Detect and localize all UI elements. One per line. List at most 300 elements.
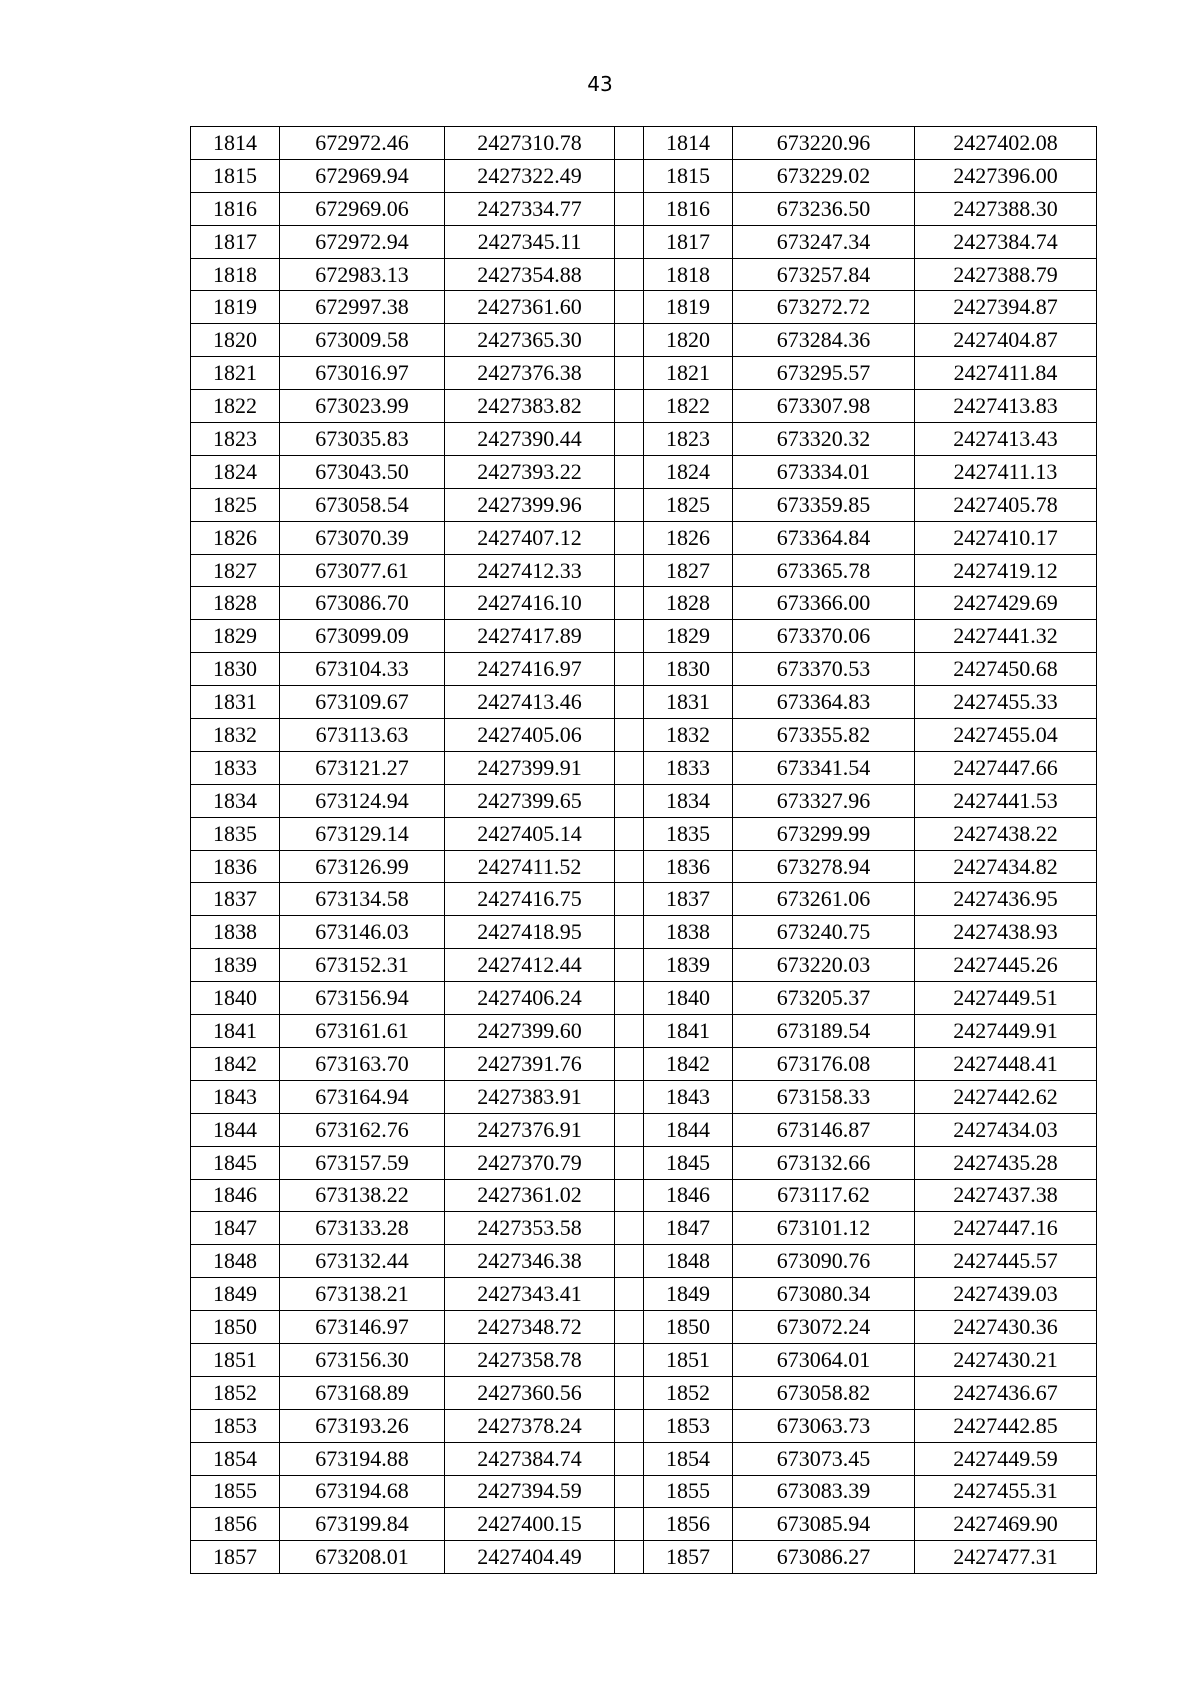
separator-cell <box>615 883 644 916</box>
y-coordinate-left: 2427370.79 <box>445 1146 615 1179</box>
y-coordinate-right: 2427430.21 <box>915 1343 1097 1376</box>
x-coordinate-left: 673156.94 <box>280 982 445 1015</box>
y-coordinate-right: 2427447.66 <box>915 751 1097 784</box>
y-coordinate-right: 2427438.22 <box>915 817 1097 850</box>
x-coordinate-right: 673073.45 <box>733 1442 915 1475</box>
point-id-right: 1831 <box>644 686 733 719</box>
table-row <box>191 1015 1097 1048</box>
y-coordinate-right: 2427396.00 <box>915 159 1097 192</box>
separator-cell <box>615 554 644 587</box>
x-coordinate-right: 673370.53 <box>733 653 915 686</box>
y-coordinate-left: 2427361.02 <box>445 1179 615 1212</box>
separator-cell <box>615 719 644 752</box>
point-id-right: 1846 <box>644 1179 733 1212</box>
y-coordinate-left: 2427383.91 <box>445 1080 615 1113</box>
x-coordinate-right: 673205.37 <box>733 982 915 1015</box>
x-coordinate-left: 673086.70 <box>280 587 445 620</box>
point-id-right: 1827 <box>644 554 733 587</box>
x-coordinate-left: 673058.54 <box>280 488 445 521</box>
x-coordinate-left: 672972.46 <box>280 127 445 160</box>
x-coordinate-right: 673080.34 <box>733 1278 915 1311</box>
x-coordinate-left: 673199.84 <box>280 1508 445 1541</box>
separator-cell <box>615 1475 644 1508</box>
point-id-left: 1840 <box>191 982 280 1015</box>
y-coordinate-left: 2427360.56 <box>445 1376 615 1409</box>
coordinates-table <box>190 126 1097 1574</box>
separator-cell <box>615 159 644 192</box>
table-row <box>191 521 1097 554</box>
point-id-left: 1853 <box>191 1409 280 1442</box>
x-coordinate-right: 673364.84 <box>733 521 915 554</box>
y-coordinate-left: 2427412.44 <box>445 949 615 982</box>
x-coordinate-right: 673063.73 <box>733 1409 915 1442</box>
table-row <box>191 390 1097 423</box>
y-coordinate-right: 2427455.04 <box>915 719 1097 752</box>
point-id-right: 1857 <box>644 1541 733 1574</box>
y-coordinate-right: 2427436.67 <box>915 1376 1097 1409</box>
point-id-left: 1825 <box>191 488 280 521</box>
table-row <box>191 719 1097 752</box>
y-coordinate-left: 2427416.10 <box>445 587 615 620</box>
point-id-right: 1838 <box>644 916 733 949</box>
x-coordinate-right: 673327.96 <box>733 784 915 817</box>
point-id-left: 1845 <box>191 1146 280 1179</box>
point-id-left: 1844 <box>191 1113 280 1146</box>
x-coordinate-right: 673320.32 <box>733 423 915 456</box>
table-row <box>191 192 1097 225</box>
y-coordinate-right: 2427384.74 <box>915 225 1097 258</box>
y-coordinate-left: 2427416.75 <box>445 883 615 916</box>
separator-cell <box>615 1508 644 1541</box>
separator-cell <box>615 587 644 620</box>
x-coordinate-left: 673152.31 <box>280 949 445 982</box>
point-id-left: 1856 <box>191 1508 280 1541</box>
y-coordinate-right: 2427455.33 <box>915 686 1097 719</box>
x-coordinate-right: 673086.27 <box>733 1541 915 1574</box>
y-coordinate-left: 2427365.30 <box>445 324 615 357</box>
separator-cell <box>615 850 644 883</box>
x-coordinate-left: 673161.61 <box>280 1015 445 1048</box>
table-row <box>191 1212 1097 1245</box>
point-id-right: 1842 <box>644 1047 733 1080</box>
separator-cell <box>615 1376 644 1409</box>
x-coordinate-right: 673101.12 <box>733 1212 915 1245</box>
point-id-left: 1832 <box>191 719 280 752</box>
point-id-right: 1816 <box>644 192 733 225</box>
y-coordinate-right: 2427419.12 <box>915 554 1097 587</box>
x-coordinate-left: 673208.01 <box>280 1541 445 1574</box>
table-row <box>191 291 1097 324</box>
point-id-right: 1824 <box>644 455 733 488</box>
x-coordinate-right: 673117.62 <box>733 1179 915 1212</box>
y-coordinate-left: 2427399.65 <box>445 784 615 817</box>
point-id-left: 1837 <box>191 883 280 916</box>
x-coordinate-right: 673146.87 <box>733 1113 915 1146</box>
point-id-right: 1851 <box>644 1343 733 1376</box>
separator-cell <box>615 653 644 686</box>
y-coordinate-left: 2427310.78 <box>445 127 615 160</box>
separator-cell <box>615 1311 644 1344</box>
y-coordinate-right: 2427410.17 <box>915 521 1097 554</box>
x-coordinate-right: 673278.94 <box>733 850 915 883</box>
table-row <box>191 784 1097 817</box>
y-coordinate-right: 2427411.13 <box>915 455 1097 488</box>
separator-cell <box>615 1212 644 1245</box>
point-id-right: 1848 <box>644 1245 733 1278</box>
point-id-right: 1819 <box>644 291 733 324</box>
table-row <box>191 225 1097 258</box>
point-id-right: 1856 <box>644 1508 733 1541</box>
point-id-left: 1839 <box>191 949 280 982</box>
table-row <box>191 324 1097 357</box>
x-coordinate-left: 672972.94 <box>280 225 445 258</box>
x-coordinate-right: 673083.39 <box>733 1475 915 1508</box>
x-coordinate-left: 672997.38 <box>280 291 445 324</box>
point-id-right: 1814 <box>644 127 733 160</box>
point-id-left: 1833 <box>191 751 280 784</box>
table-row <box>191 127 1097 160</box>
y-coordinate-right: 2427434.03 <box>915 1113 1097 1146</box>
point-id-left: 1824 <box>191 455 280 488</box>
x-coordinate-right: 673272.72 <box>733 291 915 324</box>
separator-cell <box>615 1442 644 1475</box>
separator-cell <box>615 751 644 784</box>
separator-cell <box>615 1047 644 1080</box>
x-coordinate-left: 673113.63 <box>280 719 445 752</box>
point-id-left: 1857 <box>191 1541 280 1574</box>
y-coordinate-left: 2427405.06 <box>445 719 615 752</box>
x-coordinate-right: 673365.78 <box>733 554 915 587</box>
point-id-right: 1834 <box>644 784 733 817</box>
separator-cell <box>615 192 644 225</box>
y-coordinate-right: 2427449.59 <box>915 1442 1097 1475</box>
table-row <box>191 751 1097 784</box>
point-id-right: 1837 <box>644 883 733 916</box>
y-coordinate-right: 2427450.68 <box>915 653 1097 686</box>
y-coordinate-left: 2427346.38 <box>445 1245 615 1278</box>
y-coordinate-left: 2427407.12 <box>445 521 615 554</box>
table-row <box>191 1245 1097 1278</box>
separator-cell <box>615 1080 644 1113</box>
separator-cell <box>615 127 644 160</box>
separator-cell <box>615 488 644 521</box>
x-coordinate-left: 673132.44 <box>280 1245 445 1278</box>
point-id-right: 1825 <box>644 488 733 521</box>
table-row <box>191 883 1097 916</box>
table-row <box>191 620 1097 653</box>
table-row <box>191 916 1097 949</box>
y-coordinate-left: 2427399.96 <box>445 488 615 521</box>
point-id-right: 1835 <box>644 817 733 850</box>
x-coordinate-right: 673364.83 <box>733 686 915 719</box>
point-id-right: 1841 <box>644 1015 733 1048</box>
separator-cell <box>615 784 644 817</box>
separator-cell <box>615 1343 644 1376</box>
separator-cell <box>615 1541 644 1574</box>
point-id-left: 1851 <box>191 1343 280 1376</box>
point-id-right: 1836 <box>644 850 733 883</box>
page-number: 43 <box>587 72 613 96</box>
x-coordinate-left: 673138.21 <box>280 1278 445 1311</box>
point-id-right: 1839 <box>644 949 733 982</box>
y-coordinate-left: 2427376.38 <box>445 357 615 390</box>
point-id-right: 1850 <box>644 1311 733 1344</box>
x-coordinate-left: 673156.30 <box>280 1343 445 1376</box>
separator-cell <box>615 357 644 390</box>
x-coordinate-left: 673035.83 <box>280 423 445 456</box>
x-coordinate-left: 673157.59 <box>280 1146 445 1179</box>
point-id-right: 1855 <box>644 1475 733 1508</box>
point-id-left: 1846 <box>191 1179 280 1212</box>
x-coordinate-right: 673295.57 <box>733 357 915 390</box>
x-coordinate-left: 673194.68 <box>280 1475 445 1508</box>
x-coordinate-left: 672983.13 <box>280 258 445 291</box>
separator-cell <box>615 225 644 258</box>
table-row <box>191 1080 1097 1113</box>
point-id-left: 1854 <box>191 1442 280 1475</box>
x-coordinate-right: 673334.01 <box>733 455 915 488</box>
table-row <box>191 1508 1097 1541</box>
table-row <box>191 850 1097 883</box>
y-coordinate-left: 2427416.97 <box>445 653 615 686</box>
x-coordinate-right: 673261.06 <box>733 883 915 916</box>
point-id-left: 1823 <box>191 423 280 456</box>
y-coordinate-left: 2427383.82 <box>445 390 615 423</box>
x-coordinate-right: 673229.02 <box>733 159 915 192</box>
x-coordinate-left: 673146.97 <box>280 1311 445 1344</box>
x-coordinate-right: 673220.96 <box>733 127 915 160</box>
point-id-right: 1852 <box>644 1376 733 1409</box>
x-coordinate-right: 673064.01 <box>733 1343 915 1376</box>
separator-cell <box>615 916 644 949</box>
point-id-left: 1848 <box>191 1245 280 1278</box>
x-coordinate-right: 673247.34 <box>733 225 915 258</box>
point-id-right: 1823 <box>644 423 733 456</box>
point-id-left: 1826 <box>191 521 280 554</box>
y-coordinate-left: 2427391.76 <box>445 1047 615 1080</box>
point-id-left: 1842 <box>191 1047 280 1080</box>
y-coordinate-left: 2427361.60 <box>445 291 615 324</box>
table-row <box>191 1179 1097 1212</box>
y-coordinate-left: 2427393.22 <box>445 455 615 488</box>
table-row <box>191 1113 1097 1146</box>
y-coordinate-left: 2427418.95 <box>445 916 615 949</box>
x-coordinate-left: 672969.94 <box>280 159 445 192</box>
y-coordinate-right: 2427413.43 <box>915 423 1097 456</box>
x-coordinate-right: 673359.85 <box>733 488 915 521</box>
y-coordinate-right: 2427439.03 <box>915 1278 1097 1311</box>
x-coordinate-left: 673134.58 <box>280 883 445 916</box>
x-coordinate-left: 673104.33 <box>280 653 445 686</box>
point-id-left: 1819 <box>191 291 280 324</box>
point-id-left: 1818 <box>191 258 280 291</box>
y-coordinate-right: 2427413.83 <box>915 390 1097 423</box>
x-coordinate-right: 673299.99 <box>733 817 915 850</box>
y-coordinate-left: 2427378.24 <box>445 1409 615 1442</box>
y-coordinate-right: 2427394.87 <box>915 291 1097 324</box>
y-coordinate-left: 2427343.41 <box>445 1278 615 1311</box>
point-id-right: 1840 <box>644 982 733 1015</box>
point-id-right: 1849 <box>644 1278 733 1311</box>
point-id-left: 1838 <box>191 916 280 949</box>
x-coordinate-left: 673146.03 <box>280 916 445 949</box>
x-coordinate-left: 673016.97 <box>280 357 445 390</box>
table-row <box>191 1343 1097 1376</box>
point-id-left: 1831 <box>191 686 280 719</box>
point-id-right: 1817 <box>644 225 733 258</box>
y-coordinate-right: 2427388.30 <box>915 192 1097 225</box>
separator-cell <box>615 1409 644 1442</box>
point-id-left: 1822 <box>191 390 280 423</box>
point-id-right: 1815 <box>644 159 733 192</box>
x-coordinate-left: 673043.50 <box>280 455 445 488</box>
y-coordinate-left: 2427384.74 <box>445 1442 615 1475</box>
table-row <box>191 455 1097 488</box>
x-coordinate-left: 673138.22 <box>280 1179 445 1212</box>
y-coordinate-right: 2427449.91 <box>915 1015 1097 1048</box>
y-coordinate-right: 2427445.26 <box>915 949 1097 982</box>
point-id-right: 1833 <box>644 751 733 784</box>
x-coordinate-left: 673194.88 <box>280 1442 445 1475</box>
x-coordinate-right: 673058.82 <box>733 1376 915 1409</box>
table-row <box>191 686 1097 719</box>
point-id-left: 1852 <box>191 1376 280 1409</box>
table-row <box>191 159 1097 192</box>
table-row <box>191 1409 1097 1442</box>
point-id-left: 1855 <box>191 1475 280 1508</box>
y-coordinate-right: 2427430.36 <box>915 1311 1097 1344</box>
y-coordinate-left: 2427353.58 <box>445 1212 615 1245</box>
point-id-left: 1843 <box>191 1080 280 1113</box>
y-coordinate-left: 2427399.60 <box>445 1015 615 1048</box>
point-id-left: 1830 <box>191 653 280 686</box>
table-row <box>191 1442 1097 1475</box>
point-id-left: 1841 <box>191 1015 280 1048</box>
point-id-right: 1821 <box>644 357 733 390</box>
point-id-right: 1820 <box>644 324 733 357</box>
y-coordinate-left: 2427358.78 <box>445 1343 615 1376</box>
x-coordinate-right: 673341.54 <box>733 751 915 784</box>
table-row <box>191 817 1097 850</box>
point-id-right: 1832 <box>644 719 733 752</box>
y-coordinate-right: 2427434.82 <box>915 850 1097 883</box>
point-id-right: 1818 <box>644 258 733 291</box>
x-coordinate-right: 673158.33 <box>733 1080 915 1113</box>
y-coordinate-right: 2427405.78 <box>915 488 1097 521</box>
y-coordinate-left: 2427412.33 <box>445 554 615 587</box>
x-coordinate-left: 673162.76 <box>280 1113 445 1146</box>
x-coordinate-right: 673189.54 <box>733 1015 915 1048</box>
y-coordinate-left: 2427406.24 <box>445 982 615 1015</box>
y-coordinate-left: 2427405.14 <box>445 817 615 850</box>
table-row <box>191 1311 1097 1344</box>
y-coordinate-right: 2427429.69 <box>915 587 1097 620</box>
x-coordinate-right: 673176.08 <box>733 1047 915 1080</box>
table-row <box>191 357 1097 390</box>
separator-cell <box>615 1278 644 1311</box>
y-coordinate-left: 2427390.44 <box>445 423 615 456</box>
x-coordinate-right: 673307.98 <box>733 390 915 423</box>
x-coordinate-right: 673085.94 <box>733 1508 915 1541</box>
x-coordinate-right: 673090.76 <box>733 1245 915 1278</box>
separator-cell <box>615 1113 644 1146</box>
y-coordinate-right: 2427455.31 <box>915 1475 1097 1508</box>
separator-cell <box>615 291 644 324</box>
separator-cell <box>615 817 644 850</box>
point-id-left: 1835 <box>191 817 280 850</box>
table-row <box>191 982 1097 1015</box>
y-coordinate-left: 2427399.91 <box>445 751 615 784</box>
y-coordinate-right: 2427436.95 <box>915 883 1097 916</box>
table-row <box>191 258 1097 291</box>
separator-cell <box>615 982 644 1015</box>
separator-cell <box>615 423 644 456</box>
x-coordinate-left: 673126.99 <box>280 850 445 883</box>
x-coordinate-right: 673284.36 <box>733 324 915 357</box>
point-id-right: 1854 <box>644 1442 733 1475</box>
point-id-left: 1850 <box>191 1311 280 1344</box>
x-coordinate-right: 673220.03 <box>733 949 915 982</box>
x-coordinate-left: 673129.14 <box>280 817 445 850</box>
y-coordinate-right: 2427435.28 <box>915 1146 1097 1179</box>
y-coordinate-right: 2427404.87 <box>915 324 1097 357</box>
y-coordinate-right: 2427441.53 <box>915 784 1097 817</box>
point-id-right: 1830 <box>644 653 733 686</box>
y-coordinate-left: 2427417.89 <box>445 620 615 653</box>
separator-cell <box>615 1245 644 1278</box>
y-coordinate-left: 2427345.11 <box>445 225 615 258</box>
point-id-left: 1814 <box>191 127 280 160</box>
y-coordinate-right: 2427438.93 <box>915 916 1097 949</box>
y-coordinate-left: 2427322.49 <box>445 159 615 192</box>
x-coordinate-left: 673168.89 <box>280 1376 445 1409</box>
x-coordinate-right: 673370.06 <box>733 620 915 653</box>
point-id-right: 1843 <box>644 1080 733 1113</box>
y-coordinate-right: 2427469.90 <box>915 1508 1097 1541</box>
point-id-left: 1849 <box>191 1278 280 1311</box>
x-coordinate-left: 673124.94 <box>280 784 445 817</box>
point-id-left: 1815 <box>191 159 280 192</box>
x-coordinate-left: 673099.09 <box>280 620 445 653</box>
table-row <box>191 949 1097 982</box>
y-coordinate-right: 2427449.51 <box>915 982 1097 1015</box>
y-coordinate-right: 2427477.31 <box>915 1541 1097 1574</box>
y-coordinate-right: 2427442.85 <box>915 1409 1097 1442</box>
point-id-left: 1827 <box>191 554 280 587</box>
x-coordinate-right: 673072.24 <box>733 1311 915 1344</box>
separator-cell <box>615 1146 644 1179</box>
table-row <box>191 488 1097 521</box>
y-coordinate-right: 2427441.32 <box>915 620 1097 653</box>
point-id-right: 1845 <box>644 1146 733 1179</box>
table-row <box>191 1475 1097 1508</box>
x-coordinate-right: 673257.84 <box>733 258 915 291</box>
point-id-left: 1816 <box>191 192 280 225</box>
table-row <box>191 587 1097 620</box>
table-row <box>191 1376 1097 1409</box>
point-id-left: 1820 <box>191 324 280 357</box>
y-coordinate-right: 2427448.41 <box>915 1047 1097 1080</box>
y-coordinate-left: 2427354.88 <box>445 258 615 291</box>
y-coordinate-left: 2427348.72 <box>445 1311 615 1344</box>
x-coordinate-left: 673193.26 <box>280 1409 445 1442</box>
x-coordinate-left: 673121.27 <box>280 751 445 784</box>
table-row <box>191 554 1097 587</box>
x-coordinate-left: 673023.99 <box>280 390 445 423</box>
point-id-left: 1847 <box>191 1212 280 1245</box>
y-coordinate-right: 2427442.62 <box>915 1080 1097 1113</box>
table-row <box>191 1278 1097 1311</box>
